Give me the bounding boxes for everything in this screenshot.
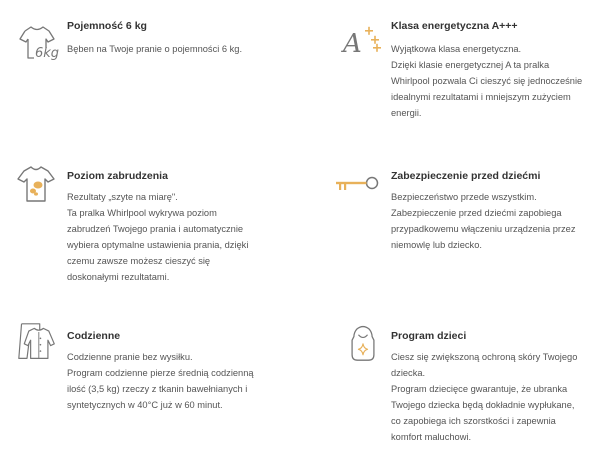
description-line: niemowlę lub dziecko. bbox=[391, 240, 482, 250]
description-line: Bezpieczeństwo przede wszystkim. bbox=[391, 192, 537, 202]
description-line: syntetycznych w 40°C już w 60 minut. bbox=[67, 400, 223, 410]
feature-description bbox=[391, 189, 575, 253]
description-line: Whirlpool pozwala Ci cieszyć się jednocześnie bbox=[391, 76, 583, 86]
description-line: ilość (3,5 kg) rzeczy z tkanin bawełnianych i bbox=[67, 384, 248, 394]
description-line: Ciesz się zwiększoną ochroną skóry Twojego bbox=[391, 352, 578, 362]
baby-bib-icon bbox=[340, 322, 386, 362]
description-line: Wyjątkowa klasa energetyczna. bbox=[391, 44, 522, 54]
description-line: Dzięki klasie energetycznej A ta pralka bbox=[391, 60, 550, 70]
description-line: doskonałymi rezultatami. bbox=[67, 272, 170, 282]
feature-title: Codzienne bbox=[67, 330, 121, 342]
key-icon bbox=[333, 165, 381, 205]
description-line: Rezultaty „szyte na miarę". bbox=[67, 192, 178, 202]
description-line: Program codzienne pierze średnią codzienną bbox=[67, 368, 254, 378]
description-line: Codzienne pranie bez wysiłku. bbox=[67, 352, 193, 362]
shirt-trousers-icon bbox=[14, 322, 60, 362]
description-line: Ta pralka Whirlpool wykrywa poziom bbox=[67, 208, 217, 218]
tshirt-6kg-icon bbox=[14, 24, 60, 64]
description-line: dziecka. bbox=[391, 368, 426, 378]
description-line: Zabezpieczenie przed dziećmi zapobiega bbox=[391, 208, 562, 218]
energy-class-icon bbox=[341, 22, 387, 62]
feature-title: Poziom zabrudzenia bbox=[67, 170, 168, 182]
description-line: zabrudzeń Twojego prania i automatycznie bbox=[67, 224, 244, 234]
description-line: idealnymi rezultatami i mniejszym zużyciem bbox=[391, 92, 571, 102]
feature-description bbox=[67, 349, 254, 413]
feature-description bbox=[391, 349, 577, 445]
description-line: Bęben na Twoje pranie o pojemności 6 kg. bbox=[67, 44, 243, 54]
feature-title: Program dzieci bbox=[391, 330, 467, 342]
feature-description bbox=[67, 189, 248, 285]
feature-title: Zabezpieczenie przed dziećmi bbox=[391, 170, 541, 182]
feature-title: Klasa energetyczna A+++ bbox=[391, 20, 518, 32]
feature-description bbox=[391, 41, 582, 121]
description-line: wybiera optymalne ustawienia prania, dzięki bbox=[67, 240, 249, 250]
feature-description bbox=[67, 41, 242, 57]
description-line: energii. bbox=[391, 108, 422, 118]
description-line: Program dziecięce gwarantuje, że ubranka bbox=[391, 384, 568, 394]
description-line: Twojego dziecka będą dokładnie wypłukane, bbox=[391, 400, 575, 410]
description-line: przypadkowemu włączeniu urządzenia przez bbox=[391, 224, 576, 234]
description-line: komfort maluchowi. bbox=[391, 432, 472, 442]
stained-tshirt-icon bbox=[14, 165, 60, 205]
energy-icon-letter: A bbox=[343, 29, 362, 59]
feature-title: Pojemność 6 kg bbox=[67, 20, 147, 32]
description-line: co zapobiega ich szorstkości i zapewnia bbox=[391, 416, 556, 426]
description-line: czemu zawsze możesz cieszyć się bbox=[67, 256, 211, 266]
capacity-icon-text: 6kg bbox=[35, 46, 60, 61]
